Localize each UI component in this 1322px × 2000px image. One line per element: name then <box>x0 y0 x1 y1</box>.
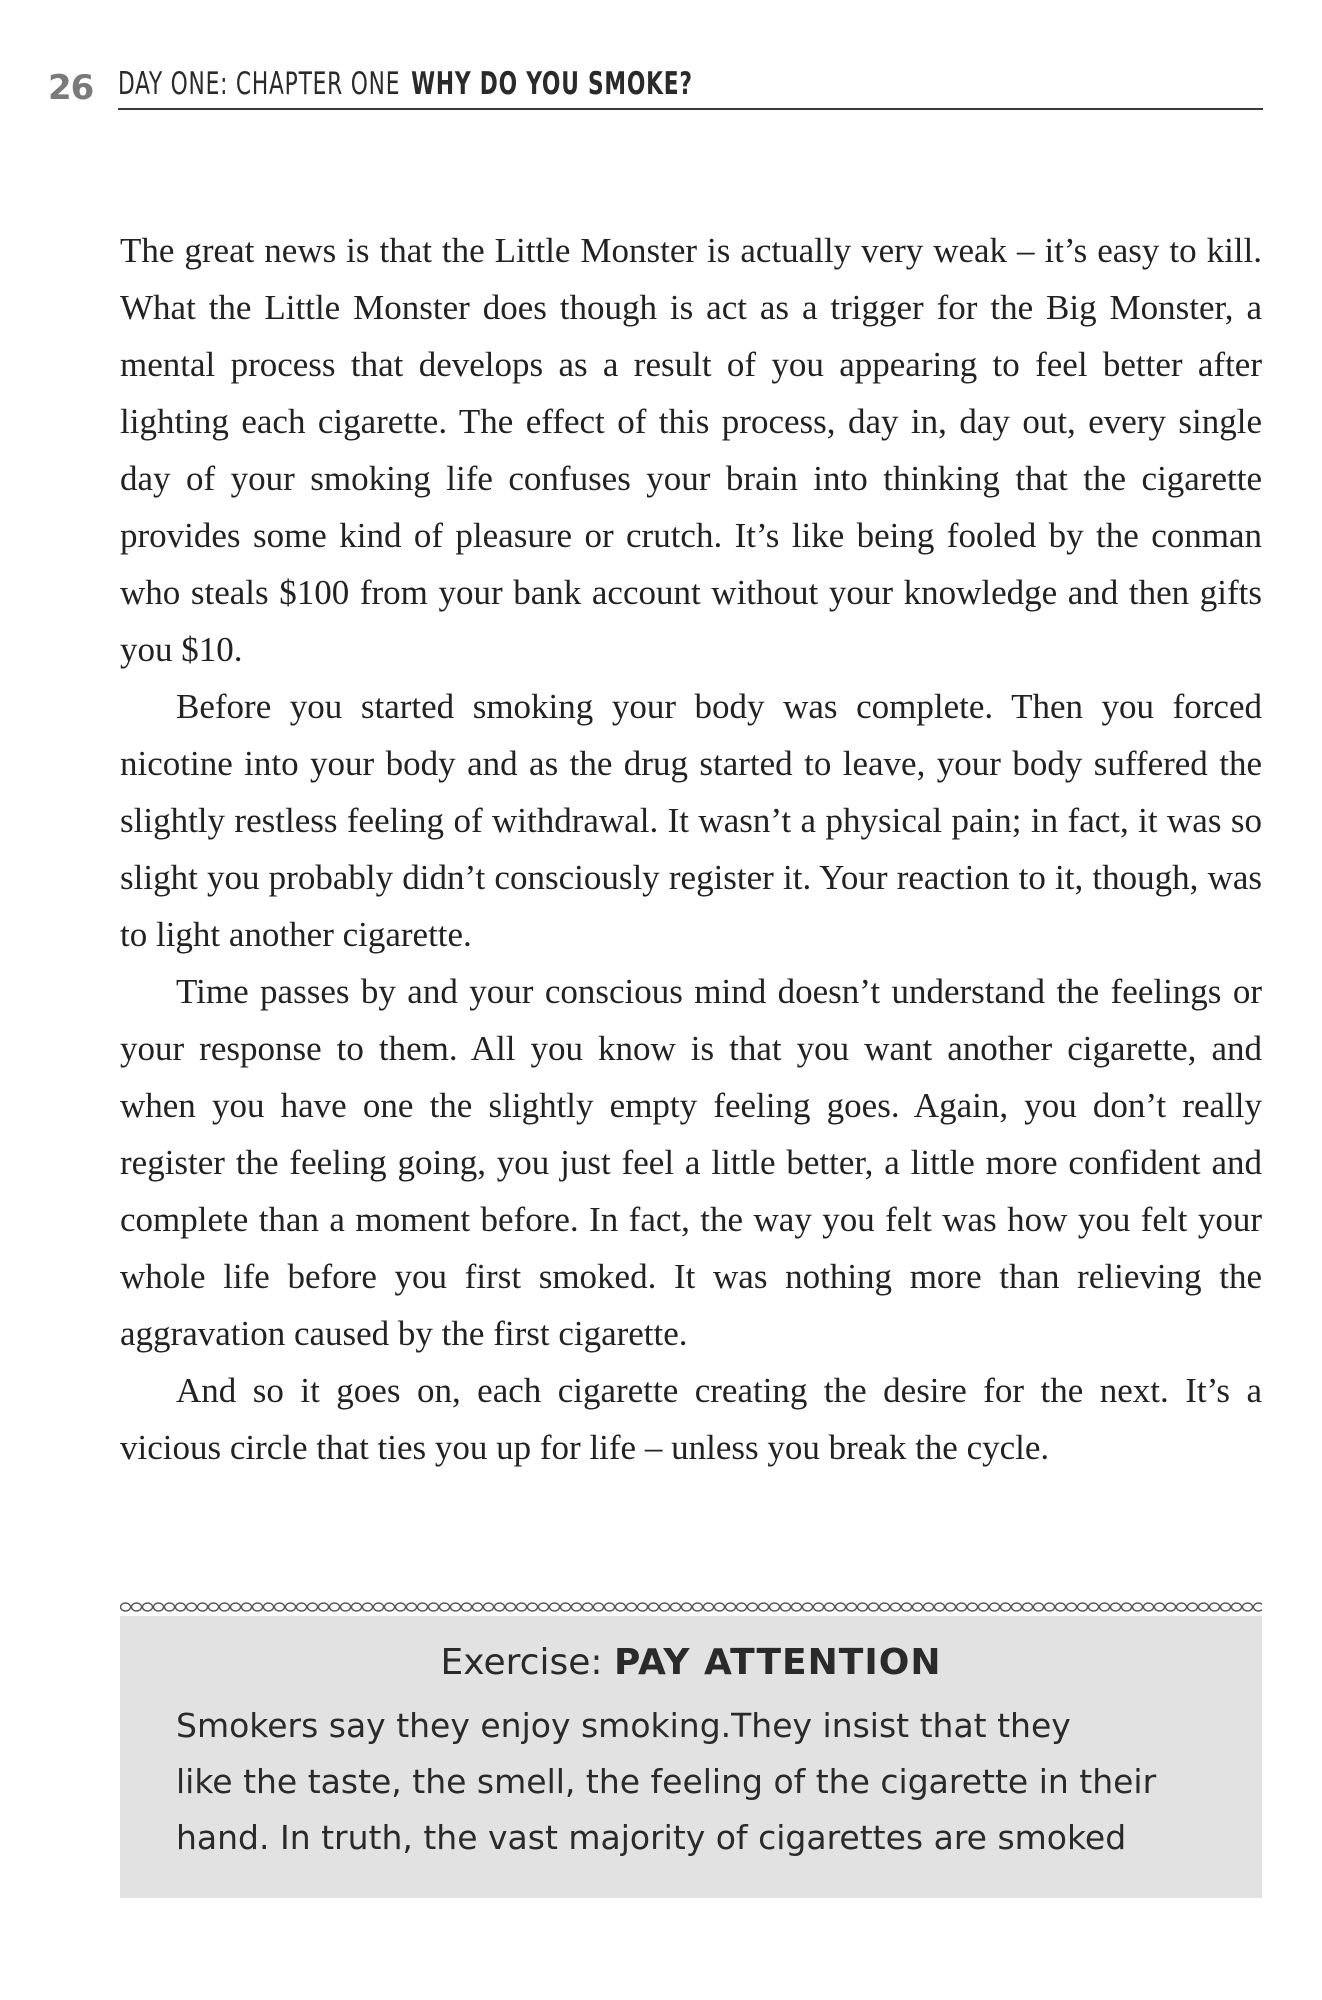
header-text <box>118 66 693 102</box>
exercise-decorative-border <box>120 1600 1262 1614</box>
paragraph: And so it goes on, each cigarette creating the desire for the next. It’s a vicious circle that ties you up for life – unless you break the cycle. <box>120 1371 1262 1467</box>
exercise-box <box>120 1616 1262 1898</box>
section-label: DAY ONE: CHAPTER ONE <box>118 66 401 102</box>
paragraph: Before you started smoking your body was complete. Then you forced nicotine into your body and as the drug started to leave, your body suffered the slightly restless feeling of withdrawal. It wasn’t a physical pain; in fact, it was so slight you probably didn’t consciously register it. Your reaction to it, though, was to light another cigarette. <box>120 687 1262 954</box>
exercise-line: Smokers say they enjoy smoking.They insist that they <box>176 1706 1071 1745</box>
exercise-line: hand. In truth, the vast majority of cigarettes are smoked <box>176 1818 1127 1857</box>
exercise-title: PAY ATTENTION <box>613 1642 942 1683</box>
paragraph: The great news is that the Little Monster is actually very weak – it’s easy to kill. What the Little Monster does though is act as a trigger for the Big Monster, a mental process that develops as a result of you appearing to feel better after lighting each cigarette. The effect of this process, day in, day out, every single day of your smoking life confuses your brain into thinking that the cigarette provides some kind of pleasure or crutch. It’s like being fooled by the conman who steals $100 from your bank account without your knowledge and then gifts you $10. <box>120 231 1262 669</box>
page-number: 26 <box>48 68 94 108</box>
running-header <box>48 62 1263 112</box>
body-text <box>120 222 1262 1476</box>
exercise-text <box>176 1698 1216 1866</box>
header-rule <box>118 108 1263 110</box>
exercise-heading <box>120 1642 1262 1683</box>
exercise-label: Exercise: <box>440 1642 603 1683</box>
exercise-line: like the taste, the smell, the feeling of the cigarette in their <box>176 1762 1157 1801</box>
paragraph: Time passes by and your conscious mind doesn’t understand the feelings or your response to them. All you know is that you want another cigarette, and when you have one the slightly empty feeling goes. Again, you don’t really register the feeling going, you just feel a little better, a little more confident and complete than a moment before. In fact, the way you felt was how you felt your whole life before you first smoked. It was nothing more than relieving the aggravation caused by the first cigarette. <box>120 972 1262 1353</box>
chapter-title: WHY DO YOU SMOKE? <box>411 66 693 102</box>
